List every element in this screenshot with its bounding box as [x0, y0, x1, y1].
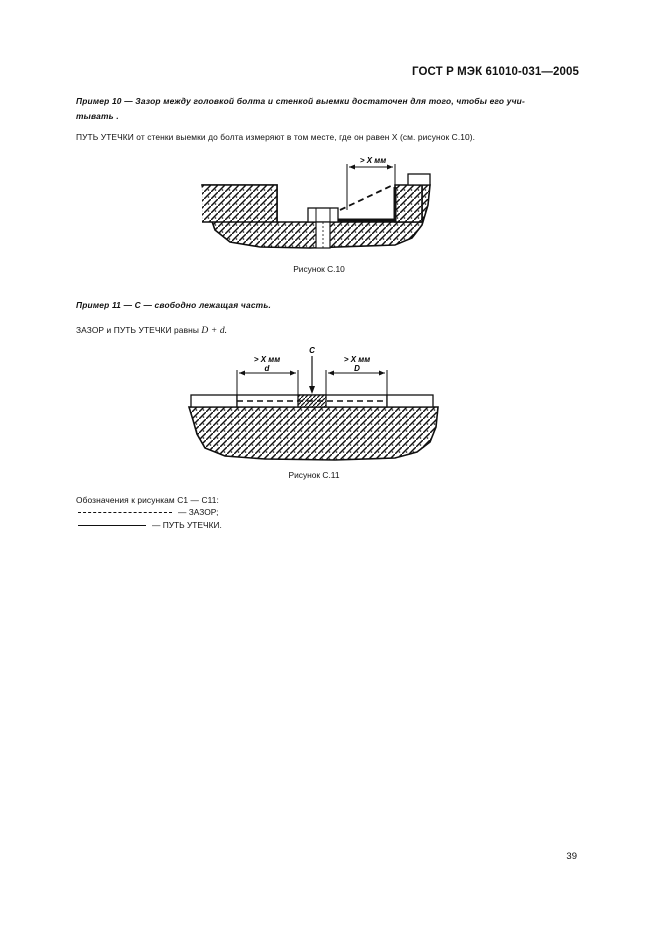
- legend-creepage-label: — ПУТЬ УТЕЧКИ.: [152, 520, 222, 530]
- c11-c-label: C: [309, 346, 315, 355]
- page-number: 39: [566, 851, 577, 862]
- c11-right-dimension-label: > X мм: [343, 355, 371, 364]
- example-11-text: [76, 324, 596, 337]
- figure-c11-caption: Рисунок С.11: [288, 470, 340, 480]
- legend-solid-line: [78, 525, 146, 526]
- c10-bolt-head: [308, 208, 338, 222]
- figure-c10: [190, 150, 450, 255]
- example-11-text-prefix: ЗАЗОР и ПУТЬ УТЕЧКИ равны: [76, 325, 199, 335]
- example-11-formula: D + d.: [201, 326, 228, 336]
- legend-dashed-line: [78, 512, 172, 513]
- document-header: ГОСТ Р МЭК 61010-031—2005: [412, 66, 579, 78]
- c10-left-block: [202, 185, 277, 222]
- c10-right-wall: [395, 185, 422, 222]
- c11-left-dimension-sub: d: [264, 364, 270, 373]
- example-11-title: Пример 11 — C — свободно лежащая часть.: [76, 300, 272, 310]
- legend-creepage: [78, 519, 222, 531]
- legend-clearance: [78, 506, 218, 518]
- c10-dimension-label: > X мм: [359, 156, 387, 165]
- c11-left-part: [191, 395, 237, 407]
- example-10-title: [76, 94, 586, 124]
- c10-clearance-line: [340, 185, 393, 210]
- c11-base-body: [189, 407, 438, 460]
- c11-left-dimension-label: > X мм: [253, 355, 281, 364]
- c11-right-part: [387, 395, 433, 407]
- legend-clearance-label: — ЗАЗОР;: [178, 507, 219, 517]
- example-10-text: ПУТЬ УТЕЧКИ от стенки выемки до болта измеряют в том месте, где он равен X (см. рисунок С.10).: [76, 132, 476, 142]
- example-10-title-line2: тывать .: [76, 111, 119, 121]
- c10-top-part: [408, 174, 430, 185]
- example-10-title-line1: Пример 10 — Зазор между головкой болта и стенкой выемки достаточен для того, чтобы его учи-: [76, 96, 525, 106]
- c11-right-dimension-sub: D: [354, 364, 360, 373]
- legend-title: Обозначения к рисункам С1 — С11:: [76, 495, 219, 505]
- figure-c11: [185, 342, 445, 467]
- figure-c10-caption: Рисунок С.10: [293, 264, 345, 274]
